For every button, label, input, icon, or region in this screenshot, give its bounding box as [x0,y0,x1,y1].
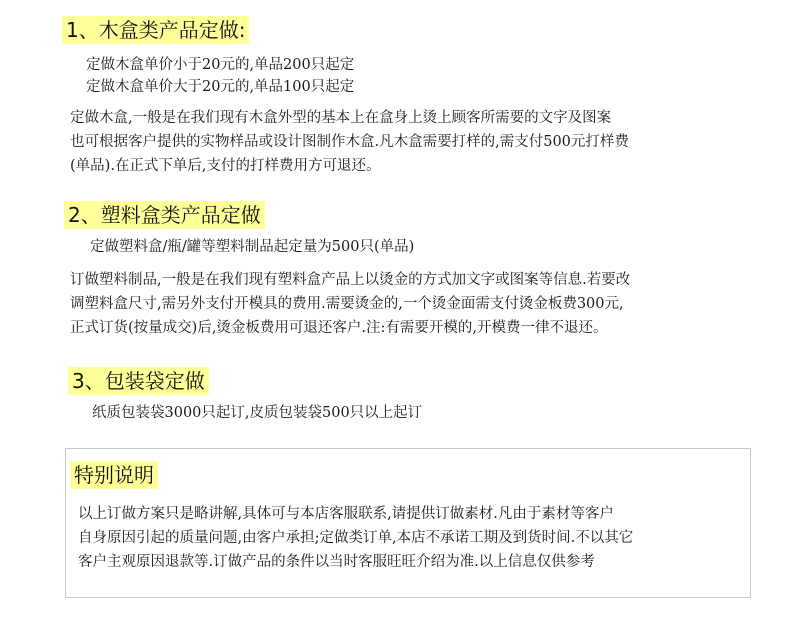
body-line: 订做塑料制品,一般是在我们现有塑料盒产品上以烫金的方式加文字或图案等信息.若要改 [70,272,631,288]
section-2-heading: 2、塑料盒类产品定做 [64,201,265,229]
body-line: 定做木盒,一般是在我们现有木盒外型的基本上在盒身上烫上顾客所需要的文字及图案 [70,110,612,126]
body-line: 调塑料盒尺寸,需另外支付开模具的费用.需要烫金的,一个烫金面需支付烫金板费300元, [70,296,624,312]
section-3-heading: 3、包装袋定做 [68,367,209,395]
section-1-note-1: 定做木盒单价小于20元的,单品200只起定 [86,57,355,73]
notice-heading: 特别说明 [70,461,158,489]
body-line: 以上订做方案只是略讲解,具体可与本店客服联系,请提供订做素材.凡由于素材等客户 [78,506,614,522]
body-line: 自身原因引起的质量问题,由客户承担;定做类订单,本店不承诺工期及到货时间.不以其它 [78,530,634,546]
section-3-note-1: 纸质包装袋3000只起订,皮质包装袋500只以上起订 [92,405,423,421]
section-1-body [70,106,629,178]
body-line: (单品).在正式下单后,支付的打样费用方可退还。 [70,158,381,174]
section-2-note-1: 定做塑料盒/瓶/罐等塑料制品起定量为500只(单品) [90,239,415,255]
notice-body [78,502,633,574]
section-2-body [70,268,630,340]
body-line: 客户主观原因退款等.订做产品的条件以当时客服旺旺介绍为准.以上信息仅供参考 [78,554,595,570]
body-line: 正式订货(按量成交)后,烫金板费用可退还客户.注:有需要开模的,开模费一律不退还。 [70,320,608,336]
body-line: 也可根据客户提供的实物样品或设计图制作木盒.凡木盒需要打样的,需支付500元打样费 [70,134,629,150]
section-1-heading: 1、木盒类产品定做: [62,16,249,44]
section-1-note-2: 定做木盒单价大于20元的,单品100只起定 [86,79,355,95]
